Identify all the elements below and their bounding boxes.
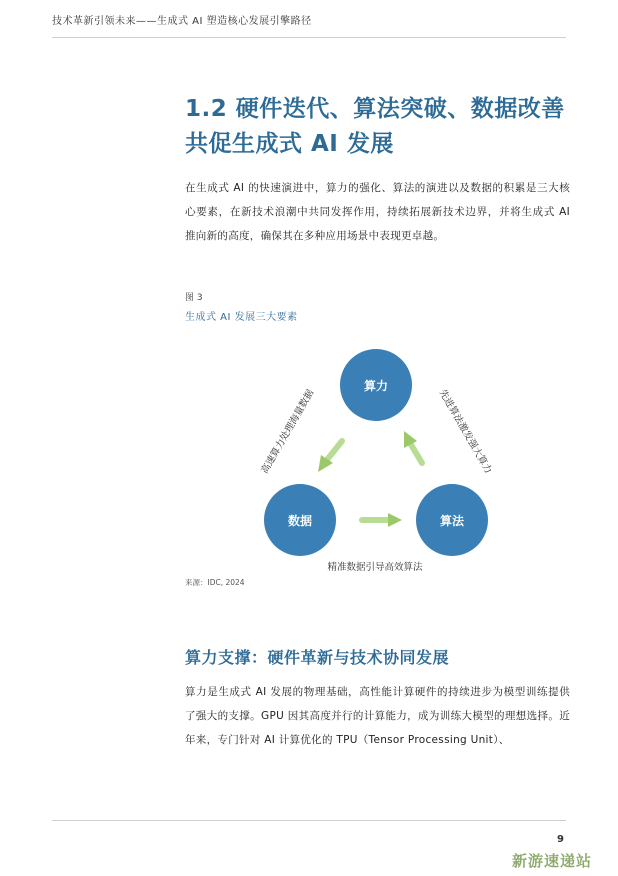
section-title [185, 92, 575, 162]
section-title-line-2: 共促生成式 AI 发展 [185, 131, 394, 157]
node-data-label: 数据 [287, 514, 313, 528]
running-header: 技术革新引领未来——生成式 AI 塑造核心发展引擎路径 [52, 16, 312, 27]
arrow-data-to-algorithm [362, 513, 402, 527]
edge-label-algorithm-to-compute: 先进算法激发强大算力 [436, 387, 494, 476]
watermark: 新游速递站 [512, 852, 593, 870]
arrow-compute-to-data [318, 441, 342, 472]
figure-source: 来源：IDC, 2024 [185, 578, 245, 587]
node-algorithm-label: 算法 [439, 514, 465, 528]
section-title-line-1: 1.2 硬件迭代、算法突破、数据改善 [185, 96, 565, 122]
three-elements-diagram [230, 345, 530, 580]
footer-divider [52, 820, 566, 821]
figure-caption: 生成式 AI 发展三大要素 [185, 312, 298, 323]
arrow-algorithm-to-compute [404, 431, 422, 463]
subsection-heading: 算力支撑：硬件革新与技术协同发展 [185, 648, 450, 667]
figure-label: 图 3 [185, 293, 203, 303]
page-number: 9 [557, 834, 564, 845]
edge-label-data-to-algorithm: 精准数据引导高效算法 [327, 562, 423, 573]
node-compute-label: 算力 [363, 379, 389, 393]
intro-paragraph: 在生成式 AI 的快速演进中，算力的强化、算法的演进以及数据的积累是三大核心要素，在新技术浪潮中共同发挥作用，持续拓展新技术边界，并将生成式 AI 推向新的高度，确保其在多种应用场景中表现更卓越。 [185, 182, 570, 242]
header-divider [52, 37, 566, 38]
subsection-paragraph: 算力是生成式 AI 发展的物理基础，高性能计算硬件的持续进步为模型训练提供了强大的支撑。GPU 因其高度并行的计算能力，成为训练大模型的理想选择。近年来，专门针对 AI 计算优化的 TPU（Tensor Processing Unit）、 [185, 686, 570, 746]
edge-label-compute-to-data: 高速算力处理海量数据 [259, 387, 317, 476]
